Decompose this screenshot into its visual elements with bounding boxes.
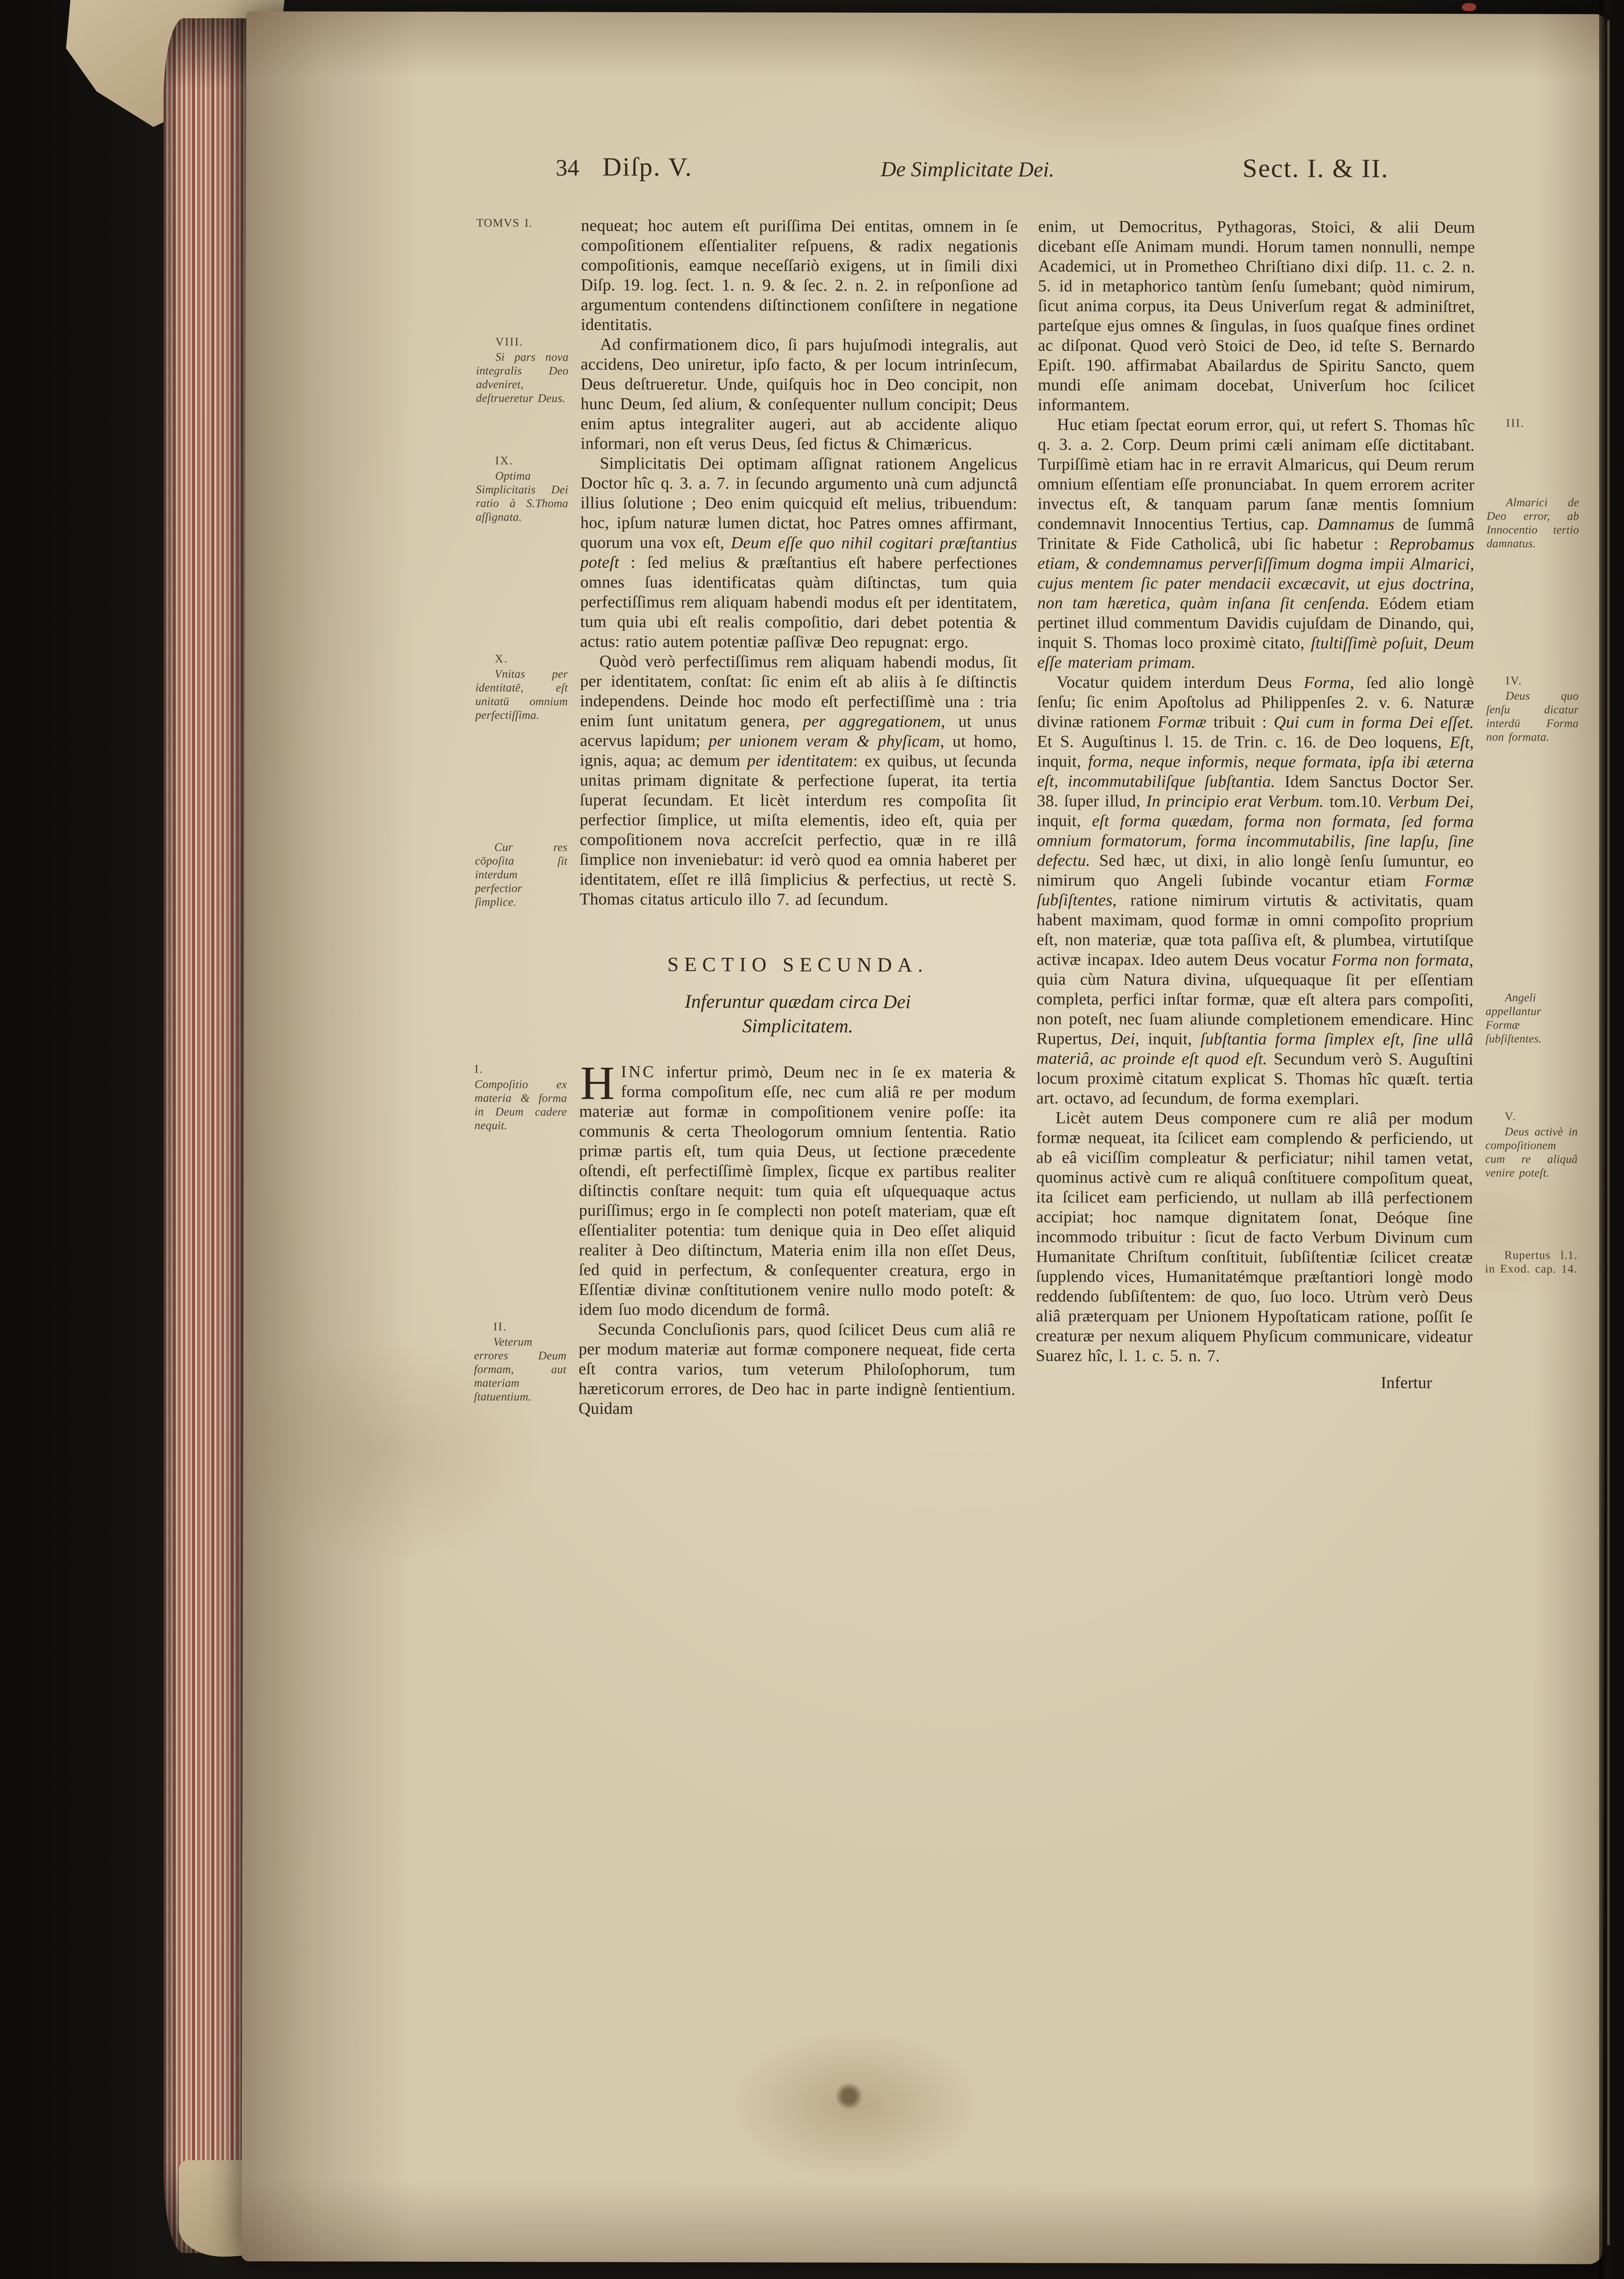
margin-note: [474, 1062, 567, 1132]
drop-cap: H: [580, 1056, 615, 1110]
running-header: [556, 152, 1389, 183]
margin-note-number: I.: [474, 1063, 484, 1076]
text-block: [473, 216, 1579, 1421]
paragraph: Secunda Concluſionis pars, quod ſcilicet Deus cum aliâ re per modum materiæ aut formæ componere nequeat, fide certa eſt contra varios, tum veterum Philoſophorum, tum hæreticorum errores, de Deo hac in parte indignè ſentientium. Quidam II. Veterum errores Deum formam, aut materiam ſtatuentium.: [473, 1320, 1016, 1418]
margin-note-text: Rupertus l.1. in Exod. cap. 14.: [1485, 1248, 1578, 1275]
margin-note: [1485, 990, 1578, 1045]
margin-note: [476, 454, 568, 524]
margin-note-number: III.: [1506, 416, 1525, 430]
column-left: [473, 216, 1018, 1420]
margin-note: [1487, 416, 1579, 431]
margin-note-number: V.: [1505, 1110, 1517, 1123]
margin-note: [1486, 495, 1579, 550]
margin-note-text: Si pars nova integralis Deo adveniret, deſtrueretur Deus.: [476, 350, 569, 405]
red-edge-mark: [1462, 3, 1476, 11]
margin-note: [474, 1320, 566, 1403]
margin-note-text: Almarici de Deo error, ab Innocentio tertio damnatus.: [1486, 496, 1579, 550]
paragraph: Huc etiam ſpectat eorum error, qui, ut refert S. Thomas hîc q. 3. a. 2. Corp. Deum primi cæli animam eſſe dictitabant. Turpiſſimè etiam hac in re erravit Almaricus, qui Deum rerum omnium eſſentiam eſſe pronunciabat. In quem errorem acriter invectus eſt, & tanquam parum ſanæ mentis ſomnium condemnavit Innocentius Tertius, cap. Damnamus de ſummâ Trinitate & Fide Catholicâ, ubi ſic habetur : Reprobamus etiam, & condemnamus perverſiſſimum dogma impii Almarici, cujus mentem ſic pater mendacii excæcavit, ut ejus doctrina, non tam hæretica, quàm inſana ſit cenſenda. Eódem etiam pertinet illud commentum Davidis cujuſdam de Dinando, qui, inquit S. Thomas loco proximè citato, ſtultiſſimè poſuit, Deum eſſe materiam primam. III. Almarici de Deo error, ab Innocentio tertio damnatus.: [1037, 415, 1579, 672]
margin-note-text: Angeli appellantur Formæ ſubſiſtentes.: [1485, 991, 1542, 1045]
margin-note-text: Vnitas per identitatē, eſt unitatū omnium perfectiſſima.: [475, 667, 568, 722]
margin-note-number: IX.: [495, 454, 514, 467]
margin-note-text: Optima Simplicitatis Dei ratio à S.Thoma aſſignata.: [475, 469, 568, 524]
lead-capitals: INC: [621, 1063, 656, 1081]
margin-note-number: X.: [494, 652, 508, 665]
margin-note-text: Cur res cōpoſita ſit interdum perfectior ſimplice.: [474, 840, 568, 908]
section-subheading: Inferuntur quædam circa Dei Simplicitatem.: [684, 991, 911, 1037]
section-heading: SECTIO SECUNDA.: [667, 952, 929, 977]
paragraph: HINC infertur primò, Deum nec in ſe ex materia & forma compoſitum eſſe, nec cum aliâ re per modum materiæ aut formæ in compoſitionem venire poſſe: ita communis & certa Theologorum omnium ſententia. Ratio primæ partis eſt, tum quia Deus, ut ſectione præcedente oſtendi, eſt perfectiſſimè ſimplex, ſicque ex partibus realiter diſtinctis conſtare nequit: tum quia eſt uſquequaque actus puriſſimus; ergo in ſe complecti non poteſt materiam, quæ eſt eſſentialiter potentia: tum denique quia in Deo eſſet aliquid realiter à Deo diſtinctum, Materia enim illa non eſſet Deus, ſed quid in perfectum, & conſequenter creatura, ergo in Eſſentiæ divinæ conſtitutionem venire nullo modo poteſt: & idem ſuo modo dicendum de formâ. I. Compoſitio ex materia & forma in Deum cadere nequit.: [474, 1056, 1016, 1320]
paragraph: Simplicitatis Dei optimam aſſignat rationem Angelicus Doctor hîc q. 3. a. 7. in ſecundo argumento unà cum adjunctâ illius ſolutione ; Deo enim quicquid eſt melius, tribuendum: hoc, ipſum naturæ lumen dictat, hoc Patres omnes affirmant, quorum una vox eſt, Deum eſſe quo nihil cogitari præſtantius poteſt : ſed melius & præſtantius eſt habere perfectiones omnes ſuas identificatas quàm diſtinctas, tum quia perfectiſſimus rem aliquam habendi modus eſt per identitatem, tum quia ubi eſt realis compoſitio, dari debet potentia & actus: ratio autem potentiæ paſſivæ Deo repugnat: ergo. IX. Optima Simplicitatis Dei ratio à S.Thoma aſſignata.: [475, 454, 1017, 652]
margin-note-number: II.: [493, 1320, 507, 1333]
header-section: Sect. I. & II.: [1243, 154, 1389, 183]
paragraph: Ad confirmationem dico, ſi pars hujuſmodi integralis, aut accidens, Deo uniretur, ipſo facto, & per locum intrinſecum, Deus deſtrueretur. Unde, quiſquis hoc in Deo concipit, non hunc Deum, ſed alium, & conſequenter nullum concipit; Deus enim aptus integraliter augeri, aut ab accidente aliquo informari, non eſt verus Deus, ſed fictus & Chimæricus. VIII. Si pars nova integralis Deo adveniret, deſtrueretur Deus.: [476, 335, 1018, 454]
margin-note: [476, 335, 568, 405]
paragraph: Quòd verò perfectiſſimus rem aliquam habendi modus, ſit per identitatem, conſtat: ſic enim eſt ab aliis à ſe diſtinctis independens. Deinde hoc modo eſt perfectiſſimè una : tria enim ſunt unitatum genera, per aggregationem, ut unus acervus lapidum; per unionem veram & phyſicam, ut homo, ignis, aqua; ac demum per identitatem: ex quibus, ut ſecunda unitas primam dignitate & perfectione ſuperat, ita tertia ſuperat ſecundam. Et licèt interdum res compoſita ſit perfectior ſimplice, ut miſta elementis, ideo eſt, quia per compoſitionem nova accreſcit perfectio, quæ in re illâ ſimplice non inveniebatur: id verò quod ea omnia haberet per identitatem, eſſet re illâ ſimplicius & perfectius, ut rectè S. Thomas citatus articulo illo 7. ad ſecundum. X. Vnitas per identitatē, eſt unitatū omnium perfectiſſima. Cur res cōpoſita ſit interdum perfectior ſimplice.: [474, 652, 1017, 909]
margin-note: [475, 840, 567, 909]
margin-note: [476, 216, 569, 230]
facing-page-edge: [1599, 0, 1624, 2279]
book-page: [241, 11, 1607, 2264]
page-number: 34: [555, 154, 580, 181]
margin-note-text: TOMVS I.: [476, 216, 533, 230]
margin-note-number: IV.: [1505, 674, 1522, 687]
header-disputation: Diſp. V.: [602, 152, 693, 182]
margin-note-text: Veterum errores Deum formam, aut materiam ſtatuentium.: [473, 1335, 567, 1403]
margin-note-text: Deus activè in compoſitionem cum re aliquâ venire poteſt.: [1485, 1125, 1578, 1179]
paragraph: nequeat; hoc autem eſt puriſſima Dei entitas, omnem in ſe compoſitionem eſſentialiter reſpuens, & radix negationis compoſitionis, eamque neceſſariò exigens, ut in ſimili dixi Diſp. 19. log. ſect. 1. n. 9. & ſec. 2. n. 2. in reſponſione ad argumentum contendens diſtinctionem conſiſtere in negatione identitatis. TOMVS I.: [476, 216, 1018, 334]
column-right: [1036, 217, 1579, 1421]
margin-note-text: Compoſitio ex materia & forma in Deum cadere nequit.: [474, 1078, 567, 1132]
margin-note: [1485, 1109, 1578, 1179]
catchword: Infertur: [1381, 1373, 1432, 1393]
header-title: De Simplicitate Dei.: [880, 157, 1055, 182]
paragraph: Vocatur quidem interdum Deus Forma, ſed alio longè ſenſu; ſic enim Apoſtolus ad Philippenſes 2. v. 6. Naturæ divinæ rationem Formæ tribuit : Qui cum in forma Dei eſſet. Et S. Auguſtinus l. 15. de Trin. c. 16. de Deo loquens, Eſt, inquit, forma, neque informis, neque formata, ipſa ibi æterna eſt, incommutabiliſque ſubſtantia. Idem Sanctus Doctor Ser. 38. ſuper illud, In principio erat Verbum. tom.10. Verbum Dei, inquit, eſt forma quædam, forma non formata, ſed forma omnium formatorum, forma incommutabilis, ſine lapſu, ſine defectu. Sed hæc, ut dixi, in alio longè ſenſu ſumuntur, eo nimirum quo Angeli ſubinde vocantur etiam Formæ ſubſiſtentes, ratione nimirum virtutis & activitatis, quam habent maximam, quod formæ in omni compoſito proprium eſt, non materiæ, quæ tota paſſiva eſt, & plumbea, virtutiſque activæ incapax. Ideo autem Deus vocatur Forma non formata, quia cùm Natura divina, uſquequaque ſit per eſſentiam completa, perfici inſtar formæ, quæ eſt altera pars compoſiti, non poteſt, nec ſuam aliunde completionem emendicare. Hinc Rupertus, Dei, inquit, ſubſtantia forma ſimplex eſt, ſine ullâ materiâ, ac proinde eſt quod eſt. Secundum verò S. Auguſtini locum proximè citatum explicat S. Thomas hîc quæſt. tertia art. octavo, ad ſecundum, de forma exemplari. IV. Deus quo ſenſu dicatur interdū Forma non formata. Angeli appellantur Formæ ſubſiſtentes. Rupertus l.1. in Exod. cap. 14.: [1036, 673, 1579, 1275]
margin-note: [1485, 1248, 1577, 1275]
margin-note-text: Deus quo ſenſu dicatur interdū Forma non formata.: [1486, 689, 1579, 744]
margin-note: [475, 652, 568, 722]
margin-note-number: VIII.: [495, 335, 524, 348]
margin-note: [1486, 673, 1579, 744]
paragraph: Licèt autem Deus componere cum re aliâ per modum formæ nequeat, ita ſcilicet eam complendo & perficiendo, ut ab eâ viciſſim compleatur & perficiatur; nihil tamen vetat, quominus activè cum re aliquâ conſtituere compoſitum queat, ita ſcilicet eam perficiendo, ut nullam ab illâ perfectionem accipiat; hoc namque dignitatem ſonat, Deóque ſine incommodo tribuitur : ſicut de facto Verbum Divinum cum Humanitate Chriſtum conſtituit, ſubſiſtentiæ ſcilicet creatæ ſupplendo vices, Humanitatémque præſtantiori longè modo reddendo ſubſiſtentem: de quo, ſuo loco. Utrùm verò Deus aliâ præterquam per Unionem Hypoſtaticam ratione, poſſit ſe creaturæ per nexum aliquem Phyſicum communicare, videatur Suarez hîc, l. 1. c. 5. n. 7. V. Deus activè in compoſitionem cum re aliquâ venire poteſt.: [1036, 1109, 1578, 1366]
paragraph: enim, ut Democritus, Pythagoras, Stoici, & alii Deum dicebant eſſe Animam mundi. Horum tamen nonnulli, nempe Academici, ut in Prometheo Chriſtiano dixi diſp. 11. c. 2. n. 5. id in metaphorico tantùm ſenſu ſumebant; quòd nimirum, ſicut anima corpus, ita Deus Univerſum regat & adminiſtret, parteſque ejus omnes & ſingulas, in ſuos quaſque fines ordinet ac diſponat. Quod verò Stoici de Deo, id teſte S. Bernardo Epiſt. 190. affirmabat Abailardus de Spiritu Sancto, quem mundi eſſe animam docebat, Univerſum hoc ſcilicet informantem.: [1037, 217, 1475, 414]
book-page-edges: [164, 18, 249, 2253]
